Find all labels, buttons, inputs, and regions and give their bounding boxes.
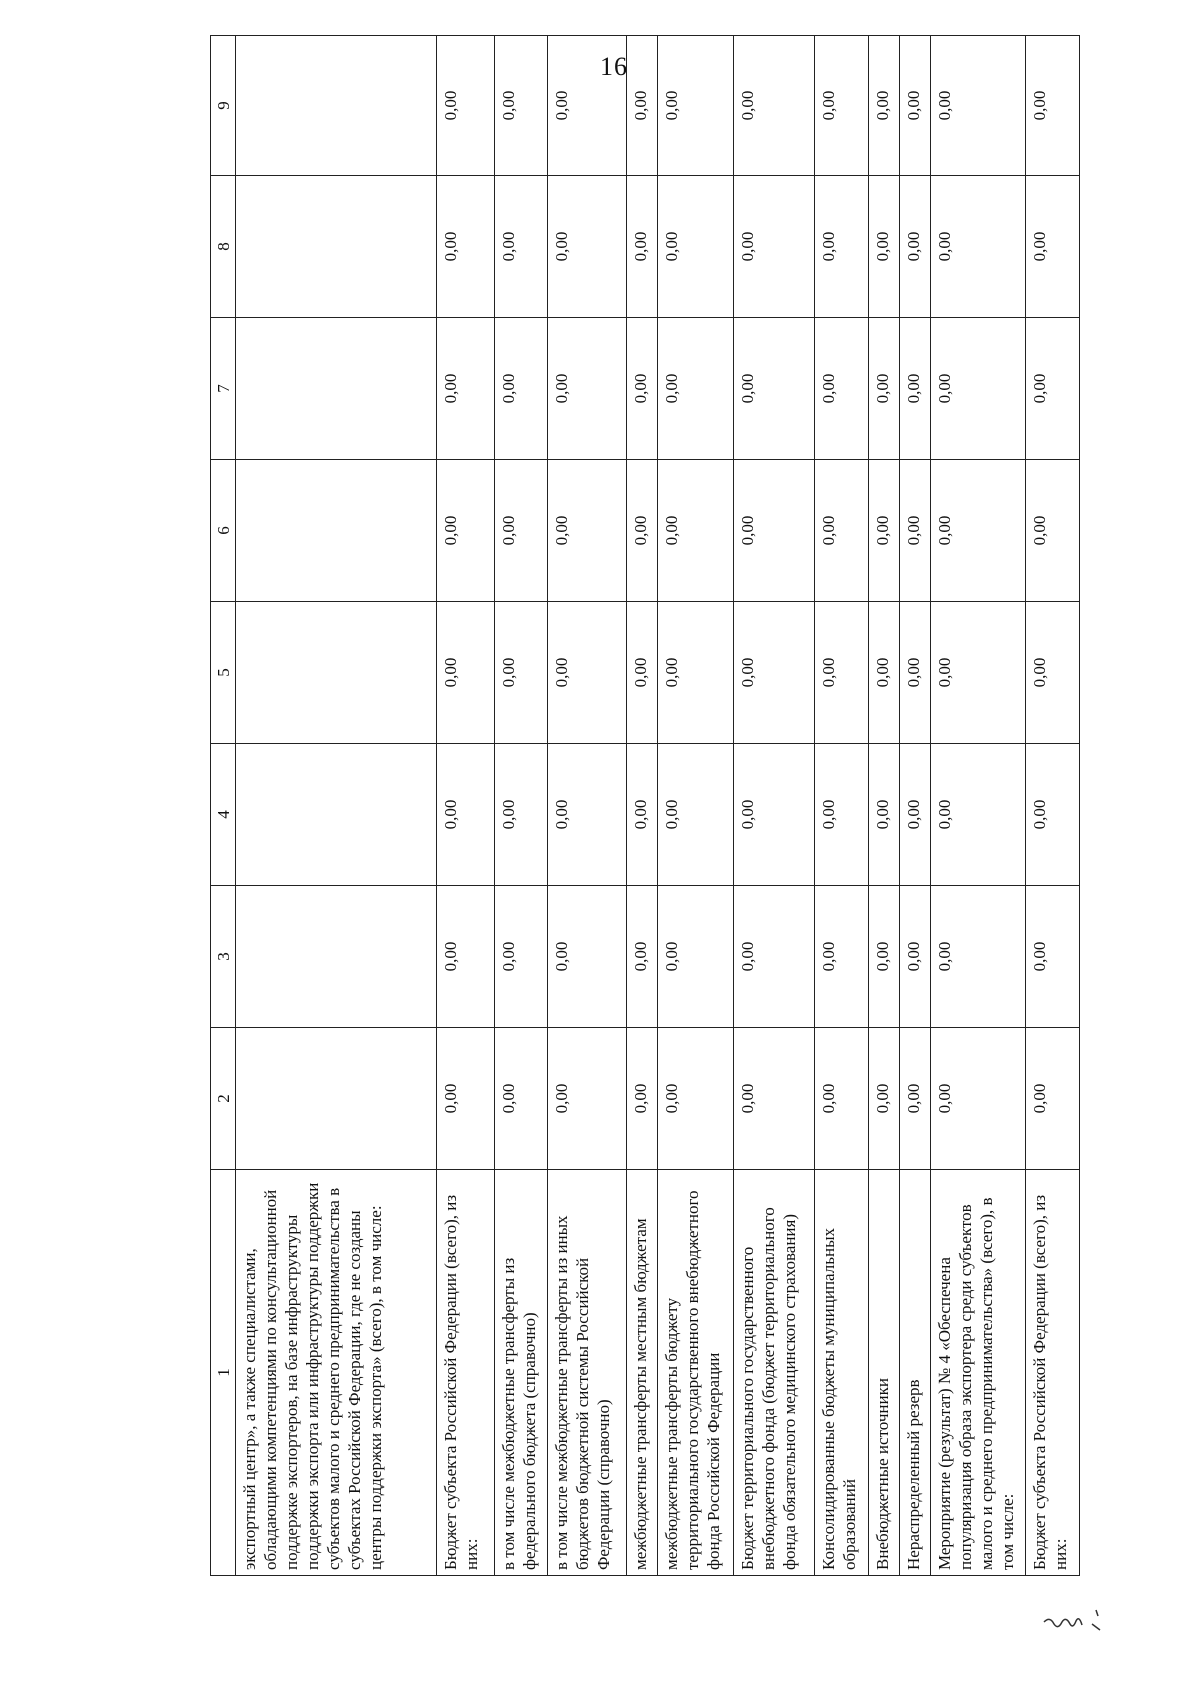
row-label: в том числе межбюджетные трансферты из федерального бюджета (справочно) bbox=[494, 1170, 548, 1576]
value-cell: 0,00 bbox=[626, 176, 657, 318]
value-cell: 0,00 bbox=[494, 744, 548, 886]
value-cell: 0,00 bbox=[868, 176, 899, 318]
value-cell: 0,00 bbox=[815, 602, 869, 744]
value-cell bbox=[236, 36, 437, 176]
value-cell: 0,00 bbox=[899, 886, 930, 1028]
value-cell: 0,00 bbox=[815, 886, 869, 1028]
row-label: межбюджетные трансферты бюджету территориального государственного внебюджетного фонда Российской Федерации bbox=[657, 1170, 734, 1576]
value-cell: 0,00 bbox=[815, 744, 869, 886]
value-cell: 0,00 bbox=[899, 318, 930, 460]
value-cell: 0,00 bbox=[868, 460, 899, 602]
value-cell: 0,00 bbox=[930, 886, 1025, 1028]
budget-table-rotated bbox=[210, 36, 1080, 1576]
row-label: Бюджет субъекта Российской Федерации (всего), из них: bbox=[1026, 1170, 1080, 1576]
table-row bbox=[236, 36, 437, 1576]
value-cell: 0,00 bbox=[815, 318, 869, 460]
value-cell bbox=[236, 176, 437, 318]
value-cell: 0,00 bbox=[657, 176, 734, 318]
row-label: в том числе межбюджетные трансферты из иных бюджетов бюджетной системы Российской Федерации (справочно) bbox=[548, 1170, 627, 1576]
value-cell: 0,00 bbox=[548, 602, 627, 744]
value-cell: 0,00 bbox=[1026, 460, 1080, 602]
value-cell: 0,00 bbox=[868, 886, 899, 1028]
value-cell: 0,00 bbox=[868, 1028, 899, 1170]
value-cell: 0,00 bbox=[1026, 602, 1080, 744]
row-label: Консолидированные бюджеты муниципальных образований bbox=[815, 1170, 869, 1576]
value-cell: 0,00 bbox=[1026, 318, 1080, 460]
table-row bbox=[548, 36, 627, 1576]
value-cell: 0,00 bbox=[734, 176, 815, 318]
value-cell: 0,00 bbox=[436, 176, 494, 318]
row-label: Внебюджетные источники bbox=[868, 1170, 899, 1576]
value-cell: 0,00 bbox=[626, 318, 657, 460]
value-cell: 0,00 bbox=[899, 744, 930, 886]
value-cell: 0,00 bbox=[899, 460, 930, 602]
value-cell: 0,00 bbox=[494, 602, 548, 744]
value-cell: 0,00 bbox=[494, 36, 548, 176]
value-cell: 0,00 bbox=[734, 886, 815, 1028]
table-row bbox=[930, 36, 1025, 1576]
value-cell: 0,00 bbox=[657, 886, 734, 1028]
value-cell: 0,00 bbox=[815, 1028, 869, 1170]
value-cell: 0,00 bbox=[494, 318, 548, 460]
value-cell: 0,00 bbox=[548, 744, 627, 886]
table-row bbox=[899, 36, 930, 1576]
value-cell: 0,00 bbox=[436, 744, 494, 886]
value-cell: 0,00 bbox=[930, 176, 1025, 318]
value-cell: 0,00 bbox=[626, 744, 657, 886]
value-cell: 0,00 bbox=[734, 460, 815, 602]
row-label: Нераспределенный резерв bbox=[899, 1170, 930, 1576]
value-cell: 0,00 bbox=[436, 602, 494, 744]
value-cell: 0,00 bbox=[868, 744, 899, 886]
page-number: 16 bbox=[600, 52, 628, 81]
value-cell: 0,00 bbox=[930, 1028, 1025, 1170]
col-header: 3 bbox=[211, 886, 236, 1028]
value-cell: 0,00 bbox=[494, 176, 548, 318]
value-cell: 0,00 bbox=[626, 602, 657, 744]
value-cell: 0,00 bbox=[930, 460, 1025, 602]
value-cell: 0,00 bbox=[548, 36, 627, 176]
row-label: экспортный центр», а также специалистами, обладающими компетенциями по консультационной поддержке экспортеров, на базе инфраструктуры поддержки экспорта или инфраструктуры поддержки субъектов малого и среднего предпринимательства в субъектах Российской Федерации, где не созданы центры поддержки экспорта» (всего), в том числе: bbox=[236, 1170, 437, 1576]
value-cell: 0,00 bbox=[815, 460, 869, 602]
table-row bbox=[868, 36, 899, 1576]
value-cell: 0,00 bbox=[1026, 744, 1080, 886]
value-cell: 0,00 bbox=[734, 1028, 815, 1170]
value-cell: 0,00 bbox=[1026, 36, 1080, 176]
table-row bbox=[494, 36, 548, 1576]
col-header: 8 bbox=[211, 176, 236, 318]
value-cell: 0,00 bbox=[734, 318, 815, 460]
value-cell: 0,00 bbox=[657, 602, 734, 744]
value-cell: 0,00 bbox=[436, 460, 494, 602]
value-cell: 0,00 bbox=[494, 1028, 548, 1170]
value-cell: 0,00 bbox=[657, 36, 734, 176]
value-cell: 0,00 bbox=[930, 318, 1025, 460]
value-cell: 0,00 bbox=[436, 1028, 494, 1170]
value-cell: 0,00 bbox=[626, 36, 657, 176]
value-cell: 0,00 bbox=[1026, 1028, 1080, 1170]
table-row bbox=[734, 36, 815, 1576]
value-cell: 0,00 bbox=[868, 36, 899, 176]
value-cell: 0,00 bbox=[657, 1028, 734, 1170]
value-cell: 0,00 bbox=[1026, 886, 1080, 1028]
value-cell bbox=[236, 1028, 437, 1170]
value-cell: 0,00 bbox=[734, 744, 815, 886]
value-cell: 0,00 bbox=[815, 36, 869, 176]
value-cell: 0,00 bbox=[626, 886, 657, 1028]
col-header: 9 bbox=[211, 36, 236, 176]
value-cell bbox=[236, 886, 437, 1028]
value-cell: 0,00 bbox=[548, 886, 627, 1028]
value-cell: 0,00 bbox=[734, 602, 815, 744]
value-cell: 0,00 bbox=[899, 36, 930, 176]
value-cell: 0,00 bbox=[868, 318, 899, 460]
value-cell: 0,00 bbox=[930, 602, 1025, 744]
table-row bbox=[1026, 36, 1080, 1576]
value-cell: 0,00 bbox=[734, 36, 815, 176]
value-cell: 0,00 bbox=[657, 318, 734, 460]
budget-table bbox=[210, 35, 1080, 1576]
col-header: 1 bbox=[211, 1170, 236, 1576]
row-label: Бюджет субъекта Российской Федерации (всего), из них: bbox=[436, 1170, 494, 1576]
value-cell: 0,00 bbox=[548, 1028, 627, 1170]
table-row bbox=[626, 36, 657, 1576]
value-cell: 0,00 bbox=[548, 318, 627, 460]
value-cell: 0,00 bbox=[899, 1028, 930, 1170]
col-header: 2 bbox=[211, 1028, 236, 1170]
value-cell: 0,00 bbox=[626, 1028, 657, 1170]
value-cell bbox=[236, 744, 437, 886]
value-cell: 0,00 bbox=[548, 460, 627, 602]
handwritten-mark bbox=[1040, 1600, 1120, 1640]
table-row bbox=[815, 36, 869, 1576]
value-cell: 0,00 bbox=[436, 886, 494, 1028]
value-cell: 0,00 bbox=[899, 176, 930, 318]
value-cell: 0,00 bbox=[657, 460, 734, 602]
col-header: 4 bbox=[211, 744, 236, 886]
row-label: Мероприятие (результат) № 4 «Обеспечена популяризация образа экспортера среди субъектов малого и среднего предпринимательства» (всего), в том числе: bbox=[930, 1170, 1025, 1576]
table-row bbox=[657, 36, 734, 1576]
value-cell: 0,00 bbox=[1026, 176, 1080, 318]
col-header: 6 bbox=[211, 460, 236, 602]
value-cell: 0,00 bbox=[868, 602, 899, 744]
value-cell: 0,00 bbox=[494, 886, 548, 1028]
col-header: 7 bbox=[211, 318, 236, 460]
value-cell: 0,00 bbox=[930, 744, 1025, 886]
value-cell bbox=[236, 602, 437, 744]
value-cell: 0,00 bbox=[548, 176, 627, 318]
value-cell: 0,00 bbox=[930, 36, 1025, 176]
header-row bbox=[211, 36, 236, 1576]
value-cell: 0,00 bbox=[626, 460, 657, 602]
row-label: Бюджет территориального государственного внебюджетного фонда (бюджет территориального фонда обязательного медицинского страхования) bbox=[734, 1170, 815, 1576]
value-cell: 0,00 bbox=[899, 602, 930, 744]
value-cell bbox=[236, 460, 437, 602]
value-cell: 0,00 bbox=[657, 744, 734, 886]
col-header: 5 bbox=[211, 602, 236, 744]
table-body bbox=[236, 36, 1080, 1576]
value-cell: 0,00 bbox=[815, 176, 869, 318]
row-label: межбюджетные трансферты местным бюджетам bbox=[626, 1170, 657, 1576]
table-row bbox=[436, 36, 494, 1576]
value-cell: 0,00 bbox=[436, 36, 494, 176]
value-cell: 0,00 bbox=[436, 318, 494, 460]
value-cell bbox=[236, 318, 437, 460]
value-cell: 0,00 bbox=[494, 460, 548, 602]
